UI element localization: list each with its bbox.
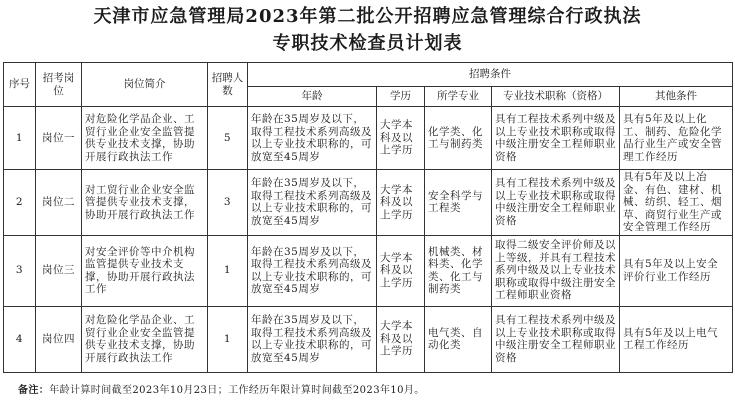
cell-count: 5 — [208, 107, 248, 170]
header-row-main — [4, 63, 733, 87]
footnote-text: 年龄计算时间截至2023年10月23日；工作经历年限计算时间截至2023年10月。 — [49, 385, 425, 396]
cell-seq: 4 — [4, 306, 36, 372]
cell-age: 年龄在35周岁及以下，取得工程技术系列高级及以上专业技术职称的，可放宽至45周岁 — [248, 170, 377, 236]
cell-other: 具有5年及以上化工、制药、危险化学品行业生产或安全管理工作经历 — [620, 107, 733, 170]
cell-major: 化学类、化工与制药类 — [425, 107, 492, 170]
cell-edu: 大学本科及以上学历 — [377, 170, 425, 236]
document-title-line1: 天津市应急管理局2023年第二批公开招聘应急管理综合行政执法 — [93, 6, 642, 27]
header-title: 专业技术职称（资格） — [492, 87, 620, 107]
header-post: 招考岗位 — [36, 63, 82, 107]
cell-intro: 对危险化学品企业、工贸行业企业安全监管提供专业技术支撑，协助开展行政执法工作 — [82, 107, 208, 170]
cell-intro: 对安全评价等中介机构监管提供专业技术支撑，协助开展行政执法工作 — [82, 235, 208, 306]
cell-intro: 对工贸行业企业安全监管提供专业技术支撑，协助开展行政执法工作 — [82, 170, 208, 236]
table-row — [4, 235, 733, 306]
footnote — [18, 381, 425, 396]
cell-major: 电气类、自动化类 — [425, 306, 492, 372]
document-title-line2: 专职技术检查员计划表 — [272, 33, 463, 54]
footnote-label: 备注： — [18, 385, 50, 396]
cell-edu: 大学本科及以上学历 — [377, 107, 425, 170]
cell-intro: 对危险化学品企业、工贸行业企业安全监管提供专业技术支撑，协助开展行政执法工作 — [82, 306, 208, 372]
header-intro: 岗位简介 — [82, 63, 208, 107]
cell-age: 年龄在35周岁及以下，取得工程技术系列高级及以上专业技术职称的，可放宽至45周岁 — [248, 306, 377, 372]
header-other: 其他条件 — [620, 87, 733, 107]
cell-count: 1 — [208, 306, 248, 372]
cell-post: 岗位一 — [36, 107, 82, 170]
header-seq: 序号 — [4, 63, 36, 107]
header-edu: 学历 — [377, 87, 425, 107]
table-row — [4, 107, 733, 170]
cell-age: 年龄在35周岁及以下，取得工程技术系列高级及以上专业技术职称的，可放宽至45周岁 — [248, 107, 377, 170]
cell-edu: 大学本科及以上学历 — [377, 235, 425, 306]
cell-other: 具有5年及以上安全评价行业工作经历 — [620, 235, 733, 306]
cell-count: 1 — [208, 235, 248, 306]
cell-seq: 3 — [4, 235, 36, 306]
cell-title: 具有工程技术系列中级及以上专业技术职称或取得中级注册安全工程师职业资格 — [492, 170, 620, 236]
cell-age: 年龄在35周岁及以下，取得工程技术系列高级及以上专业技术职称的，可放宽至45周岁 — [248, 235, 377, 306]
table-row — [4, 170, 733, 236]
header-count: 招聘人数 — [208, 63, 248, 107]
header-major: 所学专业 — [425, 87, 492, 107]
cell-title: 取得二级安全评价师及以上等级，并具有工程技术系列中级及以上专业技术职称或取得中级注册安全工程师职业资格 — [492, 235, 620, 306]
cell-other: 具有5年及以上冶金、有色、建材、机械、纺织、轻工、烟草、商贸行业生产或安全管理工作经历 — [620, 170, 733, 236]
cell-other: 具有5年及以上电气工程工作经历 — [620, 306, 733, 372]
cell-major: 安全科学与工程类 — [425, 170, 492, 236]
table-row — [4, 306, 733, 372]
cell-major: 机械类、材料类、化学类、化工与制药类 — [425, 235, 492, 306]
cell-post: 岗位四 — [36, 306, 82, 372]
cell-post: 岗位三 — [36, 235, 82, 306]
cell-title: 具有工程技术系列中级及以上专业技术职称或取得中级注册安全工程师职业资格 — [492, 306, 620, 372]
cell-count: 3 — [208, 170, 248, 236]
cell-seq: 2 — [4, 170, 36, 236]
header-age: 年龄 — [248, 87, 377, 107]
cell-post: 岗位二 — [36, 170, 82, 236]
cell-edu: 大学本科及以上学历 — [377, 306, 425, 372]
header-conditions: 招聘条件 — [248, 63, 733, 87]
cell-seq: 1 — [4, 107, 36, 170]
recruitment-plan-table — [3, 62, 733, 373]
cell-title: 具有工程技术系列中级及以上专业技术职称或取得中级注册安全工程师职业资格 — [492, 107, 620, 170]
